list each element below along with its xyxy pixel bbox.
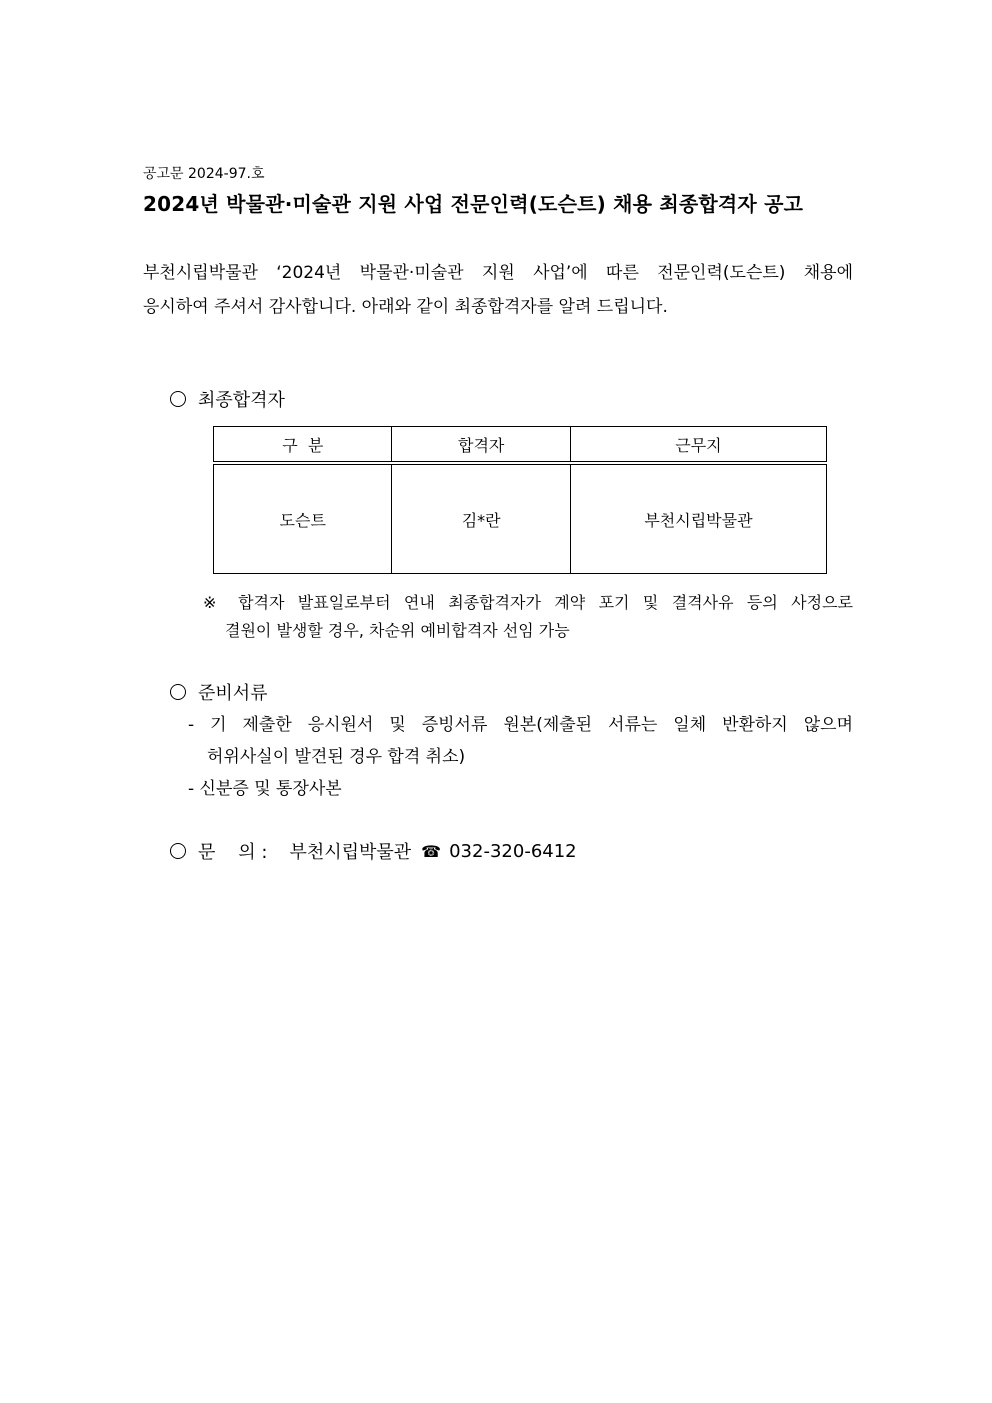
contact-label: 문 의 : [198, 842, 268, 863]
telephone-icon: ☎ [421, 841, 442, 861]
contact-org: 부천시립박물관 [289, 842, 412, 863]
table-header-candidate: 합격자 [392, 427, 570, 464]
docs-item-1-line-2: 허위사실이 발견된 경우 합격 취소) [207, 747, 466, 767]
intro-line-1: 부천시립박물관 ‘2024년 박물관·미술관 지원 사업’에 따른 전문인력(도슨트) 채용에 [143, 263, 853, 283]
note-line-1: ※ 합격자 발표일로부터 연내 최종합격자가 계약 포기 및 결격사유 등의 사정으로 [203, 593, 853, 612]
final-candidates-table [213, 426, 827, 574]
contact-phone: 032-320-6412 [449, 840, 577, 862]
section-final-heading [170, 386, 285, 412]
table-cell-workplace: 부천시립박물관 [570, 463, 826, 574]
circle-bullet-icon [170, 391, 186, 407]
table-row [214, 463, 827, 574]
section-docs-label: 준비서류 [198, 683, 268, 704]
table-cell-candidate: 김*란 [392, 463, 570, 574]
circle-bullet-icon [170, 843, 186, 859]
docs-item-2: - 신분증 및 통장사본 [188, 779, 342, 799]
table-header-category: 구 분 [214, 427, 392, 464]
intro-line-2: 응시하여 주셔서 감사합니다. 아래와 같이 최종합격자를 알려 드립니다. [143, 297, 668, 317]
table-cell-category: 도슨트 [214, 463, 392, 574]
docs-item-1-line-1: - 기 제출한 응시원서 및 증빙서류 원본(제출된 서류는 일체 반환하지 않으며 [188, 715, 853, 735]
section-docs-heading [170, 679, 268, 705]
notice-number: 공고문 2024-97.호 [143, 166, 265, 182]
contact-row [170, 838, 577, 864]
table-header-workplace: 근무지 [570, 427, 826, 464]
page-title: 2024년 박물관·미술관 지원 사업 전문인력(도슨트) 채용 최종합격자 공고 [143, 192, 804, 216]
table-header-row [214, 427, 827, 464]
section-final-label: 최종합격자 [198, 390, 285, 411]
note-line-2: 결원이 발생할 경우, 차순위 예비합격자 선임 가능 [225, 621, 570, 640]
circle-bullet-icon [170, 684, 186, 700]
